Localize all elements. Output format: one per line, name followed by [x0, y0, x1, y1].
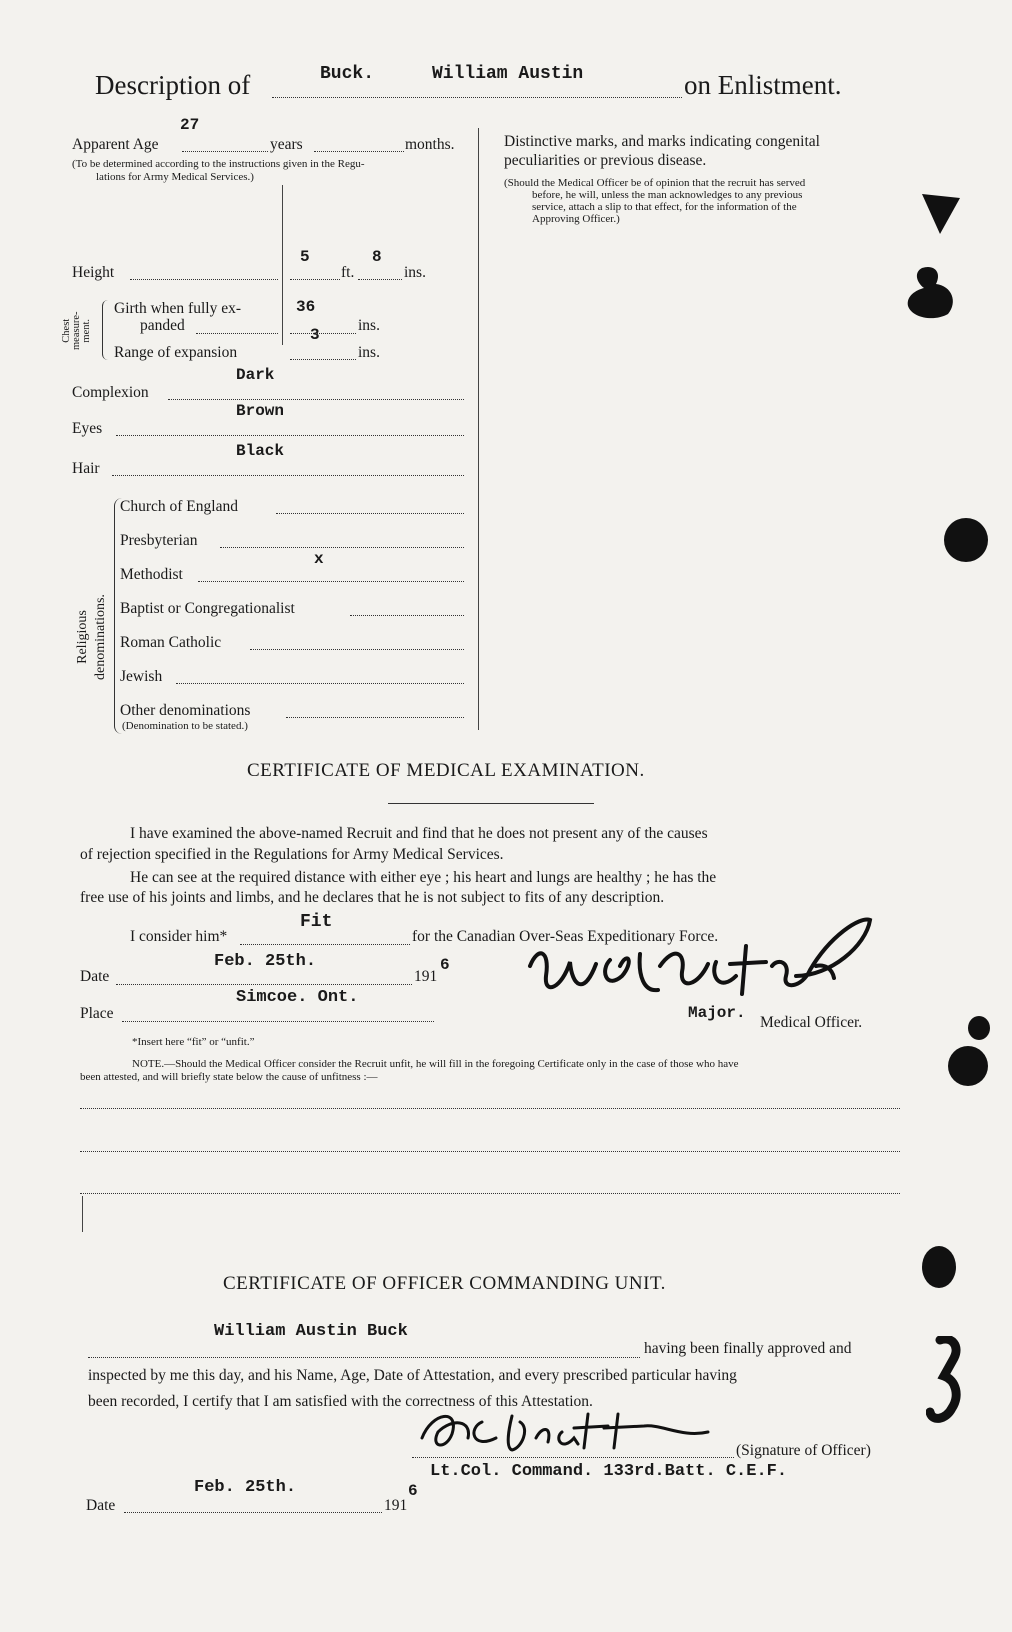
- age-note-line1: (To be determined according to the instructions given in the Regu-: [72, 158, 365, 170]
- girth-value-dots: [290, 333, 356, 334]
- unfit-note-2: been attested, and will briefly state below the cause of unfitness :—: [80, 1071, 378, 1083]
- age-years-label: years: [270, 136, 303, 153]
- methodist-mark: x: [314, 550, 324, 568]
- commanding-officer-signature: [412, 1398, 732, 1462]
- commanding-line2: inspected by me this day, and his Name, Age, Date of Attestation, and every prescribed particular having: [88, 1367, 737, 1384]
- unfit-box-left: [82, 1196, 83, 1232]
- header-given-names: William Austin: [432, 64, 584, 84]
- range-value: 3: [310, 326, 320, 344]
- binding-hole-2: [968, 1016, 990, 1040]
- height-in-value: 8: [372, 248, 382, 266]
- hair-value: Black: [236, 442, 285, 460]
- medical-date-label: Date: [80, 968, 110, 985]
- age-months-label: months.: [405, 136, 455, 153]
- girth-label-1: Girth when fully ex-: [114, 300, 241, 317]
- religion-church-of-england: Church of England: [120, 498, 238, 515]
- chest-side-label: [62, 312, 92, 350]
- binding-mark-lower: [926, 1336, 966, 1426]
- marks-title-2: peculiarities or previous disease.: [504, 152, 707, 169]
- consider-tail: for the Canadian Over-Seas Expeditionary Force.: [412, 928, 719, 945]
- religion-side-label: [74, 594, 110, 680]
- header-suffix: on Enlistment.: [684, 70, 842, 100]
- marks-note-1: (Should the Medical Officer be of opinion that the recruit has served: [504, 177, 806, 189]
- officer-signature-dots: [412, 1457, 734, 1458]
- range-label: Range of expansion: [114, 344, 238, 361]
- marks-note-3: service, attach a slip to that effect, for the information of the: [532, 201, 797, 213]
- consider-dots: [240, 944, 410, 945]
- height-label: Height: [72, 264, 115, 281]
- commanding-date-year-digit: 6: [408, 1482, 418, 1500]
- religion-presbyterian: Presbyterian: [120, 532, 198, 549]
- chest-brace: [102, 300, 109, 360]
- header-dotted-line: [272, 97, 682, 98]
- religion-roman-catholic: Roman Catholic: [120, 634, 222, 651]
- measure-box-line: [282, 185, 283, 345]
- height-ft-label: ft.: [341, 264, 355, 281]
- binding-mark-upper: [904, 262, 960, 322]
- chest-side-3: ment.: [81, 318, 92, 343]
- unfit-note-1: NOTE.—Should the Medical Officer consider the Recruit unfit, he will fill in the foregoing Certificate only in the case of those who have: [132, 1058, 739, 1070]
- commanding-date-year: 191: [384, 1497, 408, 1514]
- medical-place-label: Place: [80, 1005, 114, 1022]
- medical-para1-line1: I have examined the above-named Recruit and find that he does not present any of the causes: [130, 825, 708, 842]
- medical-date-year-digit: 6: [440, 956, 450, 974]
- complexion-value: Dark: [236, 366, 275, 384]
- column-divider: [478, 128, 479, 730]
- height-dots: [130, 279, 278, 280]
- height-ft-dots: [290, 279, 340, 280]
- religion-dots-4: [250, 649, 464, 650]
- religion-dots-6: [286, 717, 464, 718]
- binding-mark-top: [918, 190, 964, 236]
- religion-baptist: Baptist or Congregationalist: [120, 600, 295, 617]
- age-months-dots: [314, 151, 404, 152]
- medical-place-dots: [122, 1021, 434, 1022]
- commanding-date-label: Date: [86, 1497, 116, 1514]
- religion-methodist: Methodist: [120, 566, 183, 583]
- range-dots: [290, 359, 356, 360]
- height-in-label: ins.: [404, 264, 426, 281]
- eyes-label: Eyes: [72, 420, 103, 437]
- hair-label: Hair: [72, 460, 100, 477]
- girth-unit: ins.: [358, 317, 380, 334]
- eyes-dots: [116, 435, 464, 436]
- medical-para2-line2: free use of his joints and limbs, and he declares that he is not subject to fits of any description.: [80, 889, 665, 906]
- unfit-line-3: [80, 1193, 900, 1194]
- chest-side-1: Chest: [61, 318, 72, 343]
- binding-hole-4: [922, 1246, 956, 1288]
- age-label: Apparent Age: [72, 136, 159, 153]
- age-years-dots: [182, 151, 268, 152]
- religion-dots-2: [198, 581, 464, 582]
- commanding-date-value: Feb. 25th.: [194, 1478, 297, 1497]
- header-prefix: Description of: [95, 70, 251, 100]
- commanding-certificate-title: CERTIFICATE OF OFFICER COMMANDING UNIT.: [223, 1273, 666, 1294]
- chest-side-2: measure-: [71, 311, 82, 350]
- binding-hole-3: [948, 1046, 988, 1086]
- medical-title-rule: [388, 803, 594, 804]
- religion-side-2: denominations.: [93, 594, 108, 680]
- medical-date-year: 191: [414, 968, 438, 985]
- religion-side-1: Religious: [75, 610, 90, 664]
- height-ft-value: 5: [300, 248, 310, 266]
- consider-label: I consider him*: [130, 928, 228, 945]
- commanding-line1-tail: having been finally approved and: [644, 1340, 852, 1357]
- recruit-full-name: William Austin Buck: [214, 1322, 408, 1341]
- commanding-line3: been recorded, I certify that I am satisfied with the correctness of this Attestation.: [88, 1393, 593, 1410]
- religion-dots-1: [220, 547, 464, 548]
- medical-date-dots: [116, 984, 412, 985]
- unfit-line-2: [80, 1151, 900, 1152]
- religion-dots-5: [176, 683, 464, 684]
- signature-of-officer-label: (Signature of Officer): [736, 1442, 871, 1459]
- religion-dots-0: [276, 513, 464, 514]
- hair-dots: [112, 475, 464, 476]
- girth-label-2: panded: [140, 317, 185, 334]
- marks-note-4: Approving Officer.): [532, 213, 620, 225]
- medical-para1-line2: of rejection specified in the Regulations for Army Medical Services.: [80, 846, 504, 863]
- medical-certificate-title: CERTIFICATE OF MEDICAL EXAMINATION.: [247, 760, 645, 781]
- range-unit: ins.: [358, 344, 380, 361]
- commanding-officer-designation: Lt.Col. Command. 133rd.Batt. C.E.F.: [430, 1462, 788, 1481]
- religion-other: Other denominations: [120, 702, 251, 719]
- medical-place-value: Simcoe. Ont.: [236, 988, 359, 1007]
- age-note-line2: lations for Army Medical Services.): [96, 171, 254, 183]
- medical-para2-line1: He can see at the required distance with either eye ; his heart and lungs are healthy ; he has the: [130, 869, 717, 886]
- height-in-dots: [358, 279, 402, 280]
- marks-note-2: before, he will, unless the man acknowledges to any previous: [532, 189, 803, 201]
- girth-dots: [196, 333, 278, 334]
- binding-hole-1: [944, 518, 988, 562]
- medical-officer-rank: Major.: [688, 1004, 746, 1022]
- complexion-label: Complexion: [72, 384, 149, 401]
- denomination-note: (Denomination to be stated.): [122, 720, 248, 732]
- medical-officer-title: Medical Officer.: [760, 1014, 863, 1031]
- marks-title-1: Distinctive marks, and marks indicating congenital: [504, 133, 820, 150]
- age-value: 27: [180, 116, 200, 134]
- religion-jewish: Jewish: [120, 668, 163, 685]
- commanding-date-dots: [124, 1512, 382, 1513]
- eyes-value: Brown: [236, 402, 285, 420]
- recruit-name-dots: [88, 1357, 640, 1358]
- consider-value: Fit: [300, 912, 333, 932]
- unfit-line-1: [80, 1108, 900, 1109]
- religion-dots-3: [350, 615, 464, 616]
- girth-value: 36: [296, 298, 316, 316]
- insert-note: *Insert here “fit” or “unfit.”: [132, 1036, 255, 1048]
- header-surname: Buck.: [320, 64, 375, 84]
- complexion-dots: [168, 399, 464, 400]
- medical-date-value: Feb. 25th.: [214, 952, 317, 971]
